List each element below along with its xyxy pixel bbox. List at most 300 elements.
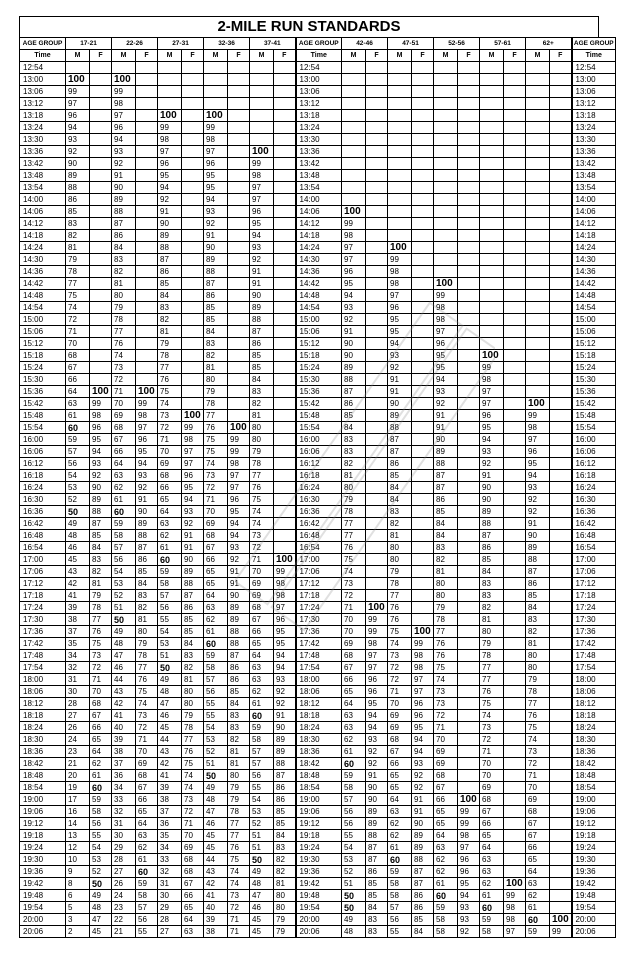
score-cell: 16 <box>66 806 90 818</box>
score-cell <box>458 722 480 734</box>
score-cell <box>228 362 250 374</box>
time-cell: 19:42 <box>296 878 342 890</box>
time-cell: 13:06 <box>20 86 66 98</box>
score-cell <box>412 578 434 590</box>
score-cell: 83 <box>388 506 412 518</box>
score-cell: 73 <box>434 686 458 698</box>
score-cell: 94 <box>66 122 90 134</box>
time-cell: 18:12 <box>20 698 66 710</box>
score-cell: 79 <box>90 590 112 602</box>
score-cell: 96 <box>274 614 296 626</box>
age-group-heading: 32-36 <box>204 38 250 50</box>
score-cell: 9 <box>66 866 90 878</box>
score-cell: 82 <box>182 662 204 674</box>
score-cell: 78 <box>526 686 550 698</box>
score-cell: 97 <box>182 458 204 470</box>
score-cell: 72 <box>388 662 412 674</box>
score-cell: 82 <box>342 458 366 470</box>
score-cell: 68 <box>250 602 274 614</box>
time-cell: 15:30 <box>20 374 66 386</box>
score-cell: 82 <box>66 230 90 242</box>
score-cell: 66 <box>136 794 158 806</box>
score-cell <box>366 338 388 350</box>
score-cell: 76 <box>388 614 412 626</box>
score-cell <box>274 314 296 326</box>
score-cell: 98 <box>504 914 526 926</box>
score-cell <box>550 710 572 722</box>
score-cell: 52 <box>250 818 274 830</box>
table-row <box>20 326 616 338</box>
score-cell: 47 <box>204 806 228 818</box>
score-cell: 97 <box>366 662 388 674</box>
score-cell: 98 <box>412 650 434 662</box>
score-cell: 90 <box>182 554 204 566</box>
score-cell <box>504 410 526 422</box>
score-cell <box>458 254 480 266</box>
score-cell: 60 <box>66 422 90 434</box>
score-cell: 47 <box>112 650 136 662</box>
score-cell: 71 <box>136 734 158 746</box>
score-cell: 69 <box>388 722 412 734</box>
score-cell <box>504 866 526 878</box>
score-cell: 70 <box>136 746 158 758</box>
time-cell: 17:06 <box>20 566 66 578</box>
time-label: Time <box>572 50 616 62</box>
score-cell: 100 <box>158 110 182 122</box>
score-cell <box>458 122 480 134</box>
score-cell <box>182 86 204 98</box>
score-cell <box>366 566 388 578</box>
score-cell <box>458 494 480 506</box>
score-cell: 47 <box>90 914 112 926</box>
score-cell <box>366 446 388 458</box>
score-cell <box>228 206 250 218</box>
time-cell: 19:06 <box>572 806 616 818</box>
score-cell: 80 <box>274 902 296 914</box>
score-cell: 80 <box>480 626 504 638</box>
table-row <box>20 722 616 734</box>
score-cell <box>228 110 250 122</box>
score-cell <box>366 206 388 218</box>
score-cell: 94 <box>250 230 274 242</box>
score-cell <box>458 614 480 626</box>
score-cell: 56 <box>388 914 412 926</box>
time-cell: 13:48 <box>20 170 66 182</box>
score-cell: 85 <box>412 914 434 926</box>
time-cell: 15:54 <box>296 422 342 434</box>
score-cell <box>504 122 526 134</box>
score-cell: 85 <box>182 626 204 638</box>
score-cell: 94 <box>136 458 158 470</box>
score-cell: 73 <box>480 722 504 734</box>
table-row <box>20 182 616 194</box>
score-cell: 93 <box>388 350 412 362</box>
score-cell <box>90 338 112 350</box>
score-cell: 100 <box>228 422 250 434</box>
time-cell: 18:36 <box>572 746 616 758</box>
score-cell: 74 <box>158 398 182 410</box>
score-cell: 84 <box>228 698 250 710</box>
score-cell: 93 <box>250 242 274 254</box>
score-cell <box>550 206 572 218</box>
time-cell: 17:30 <box>572 614 616 626</box>
time-cell: 15:12 <box>572 338 616 350</box>
table-row <box>20 434 616 446</box>
score-cell <box>388 218 412 230</box>
score-cell <box>90 362 112 374</box>
table-row <box>20 770 616 782</box>
score-cell <box>182 278 204 290</box>
score-cell: 67 <box>182 878 204 890</box>
score-cell: 94 <box>526 470 550 482</box>
score-cell: 64 <box>204 590 228 602</box>
score-cell: 96 <box>412 698 434 710</box>
time-cell: 18:30 <box>20 734 66 746</box>
score-cell: 53 <box>342 854 366 866</box>
score-cell: 84 <box>412 926 434 938</box>
score-cell <box>504 854 526 866</box>
score-cell <box>274 254 296 266</box>
score-cell: 3 <box>66 914 90 926</box>
score-cell <box>550 230 572 242</box>
time-cell: 19:48 <box>20 890 66 902</box>
score-cell: 95 <box>136 446 158 458</box>
score-cell: 98 <box>458 830 480 842</box>
score-cell: 91 <box>480 470 504 482</box>
score-cell: 90 <box>412 818 434 830</box>
time-cell: 13:42 <box>572 158 616 170</box>
score-cell <box>550 470 572 482</box>
score-cell: 73 <box>228 890 250 902</box>
score-cell <box>366 326 388 338</box>
score-cell: 79 <box>480 638 504 650</box>
score-cell <box>458 362 480 374</box>
score-cell <box>366 122 388 134</box>
time-cell: 19:18 <box>572 830 616 842</box>
score-cell: 61 <box>526 902 550 914</box>
score-cell <box>412 602 434 614</box>
score-cell <box>550 218 572 230</box>
time-cell: 16:30 <box>296 494 342 506</box>
score-cell <box>342 170 366 182</box>
score-cell: 71 <box>228 926 250 938</box>
score-cell <box>458 734 480 746</box>
score-cell: 63 <box>136 830 158 842</box>
table-row <box>20 914 616 926</box>
score-cell: 72 <box>342 590 366 602</box>
score-cell: 100 <box>526 398 550 410</box>
score-cell: 87 <box>136 542 158 554</box>
score-cell: 84 <box>388 494 412 506</box>
score-cell: 98 <box>480 374 504 386</box>
score-cell: 100 <box>342 206 366 218</box>
score-cell: 72 <box>388 674 412 686</box>
score-cell <box>136 74 158 86</box>
score-cell <box>504 326 526 338</box>
score-cell: 91 <box>182 530 204 542</box>
score-cell <box>526 134 550 146</box>
score-cell: 83 <box>342 446 366 458</box>
score-cell: 81 <box>136 614 158 626</box>
score-cell: 66 <box>112 446 136 458</box>
score-cell: 92 <box>366 746 388 758</box>
score-cell: 46 <box>66 542 90 554</box>
score-cell: 49 <box>158 674 182 686</box>
score-cell <box>90 74 112 86</box>
score-cell: 70 <box>182 830 204 842</box>
score-cell <box>412 482 434 494</box>
score-cell <box>458 674 480 686</box>
score-cell: 30 <box>158 890 182 902</box>
score-cell: 55 <box>204 710 228 722</box>
score-cell: 89 <box>412 842 434 854</box>
score-cell <box>504 362 526 374</box>
score-cell: 89 <box>342 362 366 374</box>
score-cell <box>434 62 458 74</box>
time-cell: 17:42 <box>296 638 342 650</box>
score-cell <box>228 338 250 350</box>
score-cell: 96 <box>434 338 458 350</box>
score-cell: 93 <box>204 206 228 218</box>
score-cell: 95 <box>274 638 296 650</box>
score-cell: 12 <box>66 842 90 854</box>
score-cell <box>550 134 572 146</box>
score-cell: 78 <box>182 722 204 734</box>
score-cell: 92 <box>250 254 274 266</box>
age-group-heading: 62+ <box>526 38 572 50</box>
score-cell: 100 <box>204 110 228 122</box>
score-cell <box>458 290 480 302</box>
time-cell: 15:24 <box>296 362 342 374</box>
score-cell: 65 <box>250 638 274 650</box>
score-cell: 91 <box>136 494 158 506</box>
score-cell: 26 <box>66 722 90 734</box>
score-cell: 92 <box>274 698 296 710</box>
time-cell: 19:54 <box>572 902 616 914</box>
score-cell: 64 <box>158 506 182 518</box>
score-cell: 72 <box>434 710 458 722</box>
score-cell <box>504 806 526 818</box>
score-cell: 69 <box>480 782 504 794</box>
score-cell: 94 <box>228 530 250 542</box>
score-cell <box>228 218 250 230</box>
score-cell: 77 <box>136 662 158 674</box>
score-cell: 76 <box>388 602 412 614</box>
score-cell: 93 <box>136 470 158 482</box>
score-cell: 81 <box>228 746 250 758</box>
score-cell <box>274 422 296 434</box>
score-cell <box>412 194 434 206</box>
score-cell: 62 <box>480 878 504 890</box>
score-cell <box>550 74 572 86</box>
score-cell: 90 <box>158 218 182 230</box>
score-cell <box>90 158 112 170</box>
score-cell: 85 <box>388 470 412 482</box>
time-cell: 18:06 <box>20 686 66 698</box>
score-cell: 30 <box>112 830 136 842</box>
table-row <box>20 470 616 482</box>
score-cell <box>388 134 412 146</box>
score-cell <box>504 422 526 434</box>
score-cell: 99 <box>182 422 204 434</box>
score-cell: 59 <box>136 878 158 890</box>
score-cell <box>136 158 158 170</box>
score-cell: 80 <box>434 578 458 590</box>
score-cell: 61 <box>90 770 112 782</box>
score-cell <box>366 302 388 314</box>
score-cell: 76 <box>480 686 504 698</box>
score-cell <box>526 98 550 110</box>
score-cell <box>504 518 526 530</box>
score-cell: 86 <box>158 266 182 278</box>
time-cell: 15:12 <box>296 338 342 350</box>
score-cell <box>458 698 480 710</box>
score-cell <box>480 302 504 314</box>
score-cell <box>366 74 388 86</box>
time-cell: 14:42 <box>20 278 66 290</box>
score-cell: 65 <box>90 734 112 746</box>
score-cell: 91 <box>388 374 412 386</box>
score-cell: 79 <box>274 926 296 938</box>
score-cell: 58 <box>158 578 182 590</box>
score-cell: 93 <box>480 446 504 458</box>
time-cell: 15:00 <box>20 314 66 326</box>
score-cell: 91 <box>158 206 182 218</box>
time-cell: 16:12 <box>20 458 66 470</box>
age-group-label: AGE GROUP <box>296 38 342 50</box>
score-cell <box>550 518 572 530</box>
score-cell: 81 <box>90 578 112 590</box>
score-cell: 73 <box>182 794 204 806</box>
time-cell: 16:48 <box>20 530 66 542</box>
time-cell: 17:18 <box>296 590 342 602</box>
score-cell <box>550 674 572 686</box>
time-cell: 13:54 <box>296 182 342 194</box>
score-cell <box>480 62 504 74</box>
score-cell <box>550 566 572 578</box>
score-cell <box>412 170 434 182</box>
score-cell <box>434 74 458 86</box>
score-cell: 76 <box>204 422 228 434</box>
score-cell: 57 <box>342 794 366 806</box>
time-cell: 14:36 <box>20 266 66 278</box>
score-cell <box>458 566 480 578</box>
score-cell <box>458 182 480 194</box>
score-cell: 42 <box>112 698 136 710</box>
table-row <box>20 518 616 530</box>
age-group-header-row <box>20 38 616 50</box>
score-cell <box>526 254 550 266</box>
score-cell <box>388 182 412 194</box>
score-cell <box>228 410 250 422</box>
score-cell: 83 <box>182 650 204 662</box>
score-cell: 86 <box>412 890 434 902</box>
score-cell <box>412 326 434 338</box>
time-cell: 19:06 <box>20 806 66 818</box>
score-cell: 76 <box>342 542 366 554</box>
score-cell: 68 <box>204 530 228 542</box>
score-cell: 67 <box>480 806 504 818</box>
score-cell: 91 <box>204 230 228 242</box>
score-cell: 99 <box>112 86 136 98</box>
score-cell: 88 <box>434 458 458 470</box>
score-cell <box>182 158 204 170</box>
table-row <box>20 134 616 146</box>
time-cell: 16:36 <box>20 506 66 518</box>
score-cell: 92 <box>90 470 112 482</box>
score-cell: 73 <box>342 578 366 590</box>
age-group-heading: 57-61 <box>480 38 526 50</box>
score-cell: 66 <box>388 758 412 770</box>
score-cell <box>480 218 504 230</box>
score-cell <box>366 134 388 146</box>
score-cell <box>434 206 458 218</box>
score-cell <box>412 290 434 302</box>
score-cell: 77 <box>228 830 250 842</box>
score-cell: 88 <box>228 626 250 638</box>
score-cell: 86 <box>274 782 296 794</box>
score-cell <box>90 86 112 98</box>
score-cell: 74 <box>228 866 250 878</box>
score-cell <box>388 146 412 158</box>
score-cell: 97 <box>182 446 204 458</box>
score-cell <box>504 98 526 110</box>
score-cell: 86 <box>228 674 250 686</box>
score-cell <box>182 326 204 338</box>
score-cell <box>504 398 526 410</box>
score-cell <box>366 374 388 386</box>
score-cell <box>504 614 526 626</box>
score-cell <box>366 230 388 242</box>
score-cell: 71 <box>342 602 366 614</box>
table-row <box>20 242 616 254</box>
time-cell: 13:36 <box>572 146 616 158</box>
score-cell: 93 <box>66 134 90 146</box>
score-cell <box>136 194 158 206</box>
score-cell <box>412 398 434 410</box>
score-cell: 60 <box>250 710 274 722</box>
score-cell <box>526 338 550 350</box>
score-cell <box>228 194 250 206</box>
score-cell: 93 <box>342 302 366 314</box>
time-cell: 15:54 <box>20 422 66 434</box>
score-cell: 88 <box>366 830 388 842</box>
time-cell: 16:42 <box>572 518 616 530</box>
score-cell: 82 <box>274 854 296 866</box>
score-cell: 75 <box>204 434 228 446</box>
score-cell: 71 <box>228 914 250 926</box>
score-cell: 74 <box>228 878 250 890</box>
score-cell <box>526 194 550 206</box>
score-cell: 43 <box>112 686 136 698</box>
score-cell: 84 <box>342 422 366 434</box>
score-cell: 48 <box>66 530 90 542</box>
score-cell: 58 <box>136 890 158 902</box>
table-row <box>20 350 616 362</box>
score-cell: 47 <box>250 890 274 902</box>
score-cell: 54 <box>204 722 228 734</box>
table-row <box>20 86 616 98</box>
table-row <box>20 146 616 158</box>
table-row <box>20 806 616 818</box>
score-cell: 98 <box>250 170 274 182</box>
score-cell: 38 <box>112 746 136 758</box>
time-cell: 17:42 <box>20 638 66 650</box>
score-cell: 65 <box>342 686 366 698</box>
score-cell: 90 <box>434 434 458 446</box>
score-cell: 91 <box>434 422 458 434</box>
score-cell: 13 <box>66 830 90 842</box>
